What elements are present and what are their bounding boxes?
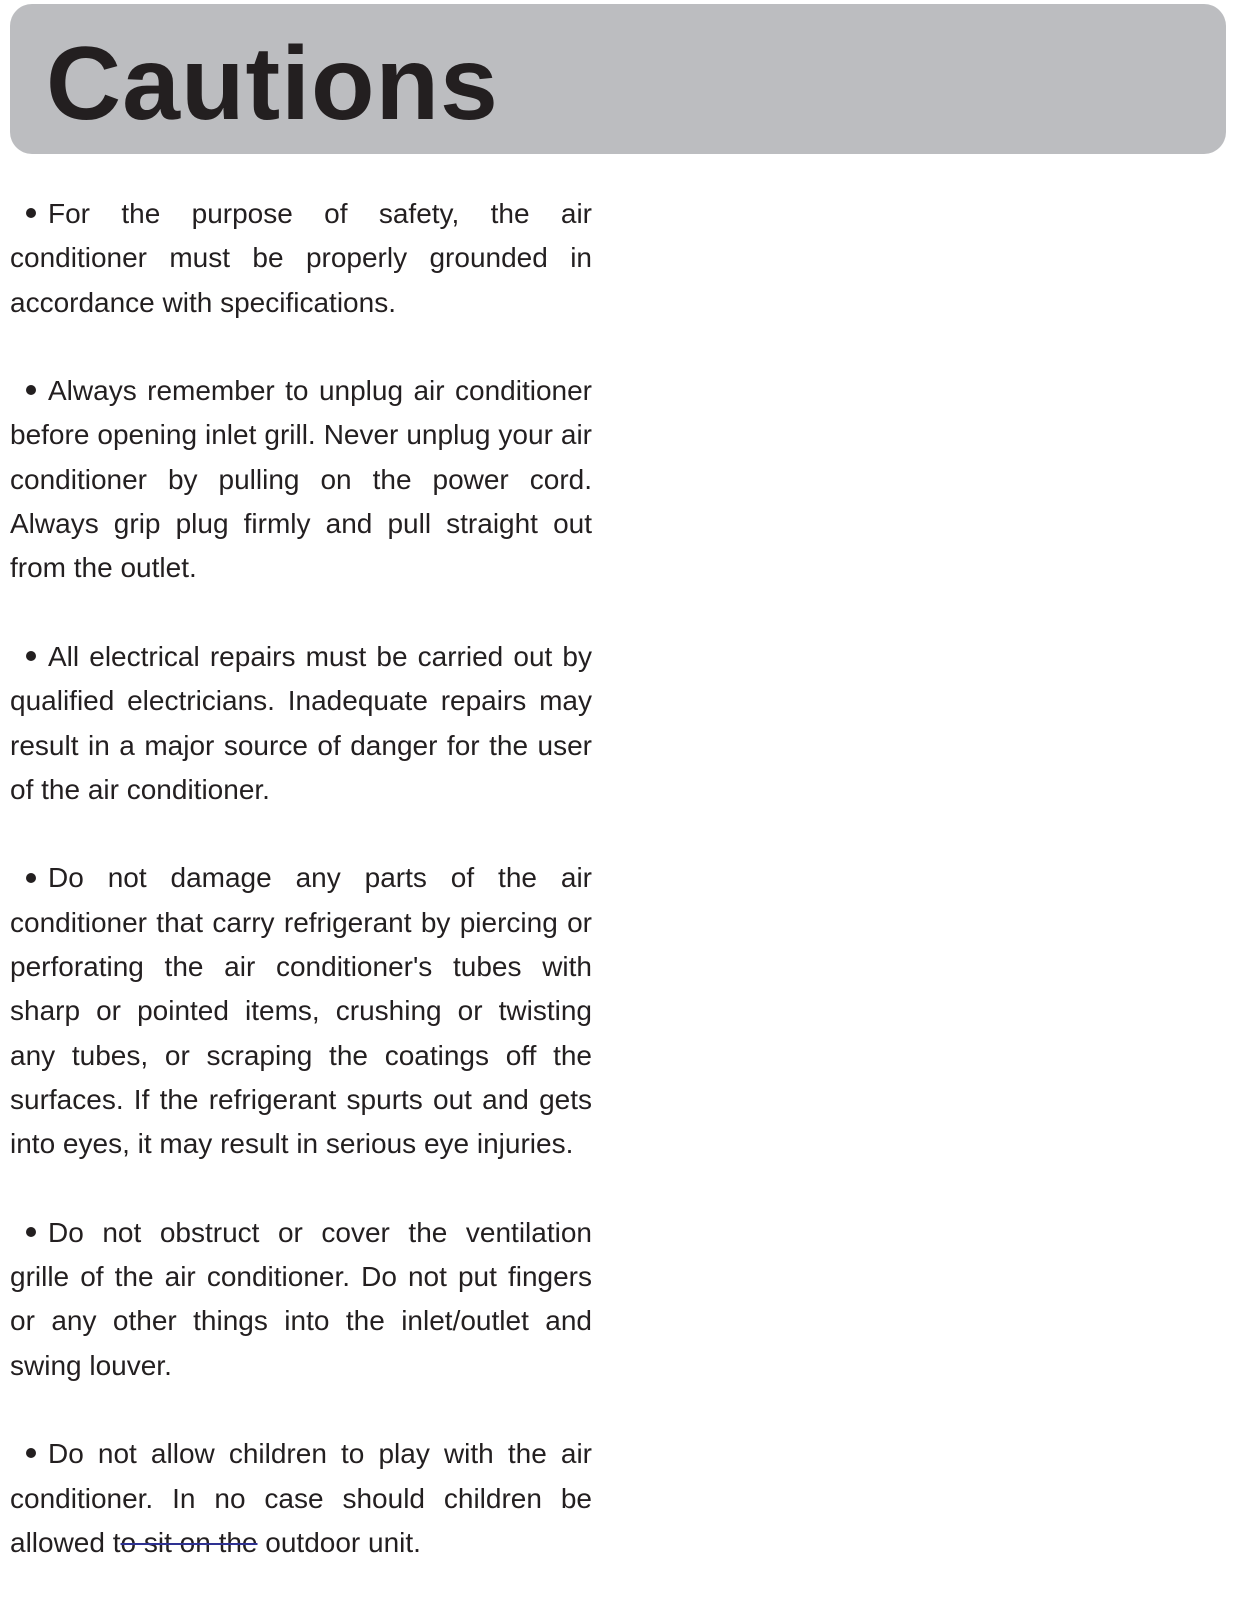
bullet-icon	[26, 651, 36, 661]
caution-text: For the purpose of safety, the air conditioner must be properly grounded in accordance with specifications.	[10, 198, 592, 318]
struck-text: o sit on the	[120, 1526, 258, 1558]
cautions-list	[10, 192, 592, 1610]
page-title: Cautions	[46, 26, 499, 142]
caution-text: All electrical repairs must be carried out by qualified electricians. Inadequate repairs may result in a major source of danger for the user of the air conditioner.	[10, 640, 592, 805]
bullet-icon	[26, 385, 36, 395]
caution-text: Always remember to unplug air conditioner before opening inlet grill. Never unplug your air conditioner by pulling on the power cord. Always grip plug firmly and pull straight out from the outlet.	[10, 375, 592, 584]
caution-text-after: outdoor unit.	[257, 1526, 421, 1558]
caution-text: Do not damage any parts of the air conditioner that carry refrigerant by piercing or perforating the air conditioner's tubes with sharp or pointed items, crushing or twisting any tubes, or scraping the coatings off the surfaces. If the refrigerant spurts out and gets into eyes, it may result in serious eye injuries.	[10, 862, 592, 1160]
caution-item	[10, 369, 592, 590]
caution-text: Do not obstruct or cover the ventilation grille of the air conditioner. Do not put fingers or any other things into the inlet/outlet and swing louver.	[10, 1216, 592, 1381]
bullet-icon	[26, 873, 36, 883]
bullet-icon	[26, 208, 36, 218]
caution-item	[10, 635, 592, 812]
caution-item	[10, 192, 592, 325]
caution-item	[10, 1211, 592, 1388]
caution-item	[10, 1432, 592, 1565]
bullet-icon	[26, 1448, 36, 1458]
caution-text-before: Do not allow children to play with the air conditioner. In no case should children be allowed t	[10, 1438, 592, 1558]
bullet-icon	[26, 1227, 36, 1237]
header-band	[10, 4, 1226, 154]
caution-item	[10, 856, 592, 1166]
